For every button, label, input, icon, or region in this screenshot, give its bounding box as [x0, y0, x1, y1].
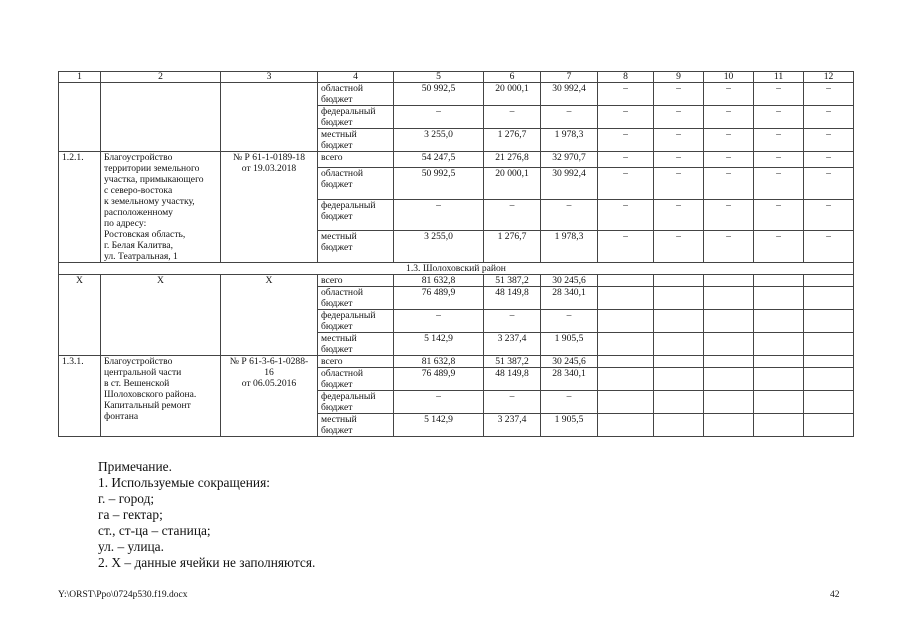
- value-cell: [804, 275, 854, 287]
- value-cell: [654, 391, 704, 414]
- column-number: 11: [754, 72, 804, 83]
- value-cell: –: [484, 106, 541, 129]
- value-cell: 51 387,2: [484, 275, 541, 287]
- value-cell: [654, 275, 704, 287]
- table-row: [59, 72, 854, 83]
- budget-label: местный бюджет: [318, 333, 394, 356]
- budget-label: областной бюджет: [318, 287, 394, 310]
- value-cell: –: [598, 152, 654, 168]
- budget-label: федеральный бюджет: [318, 199, 394, 231]
- footer-file-path: Y:\ORST\Ppo\0724p530.f19.docx: [58, 590, 188, 600]
- value-cell: [598, 356, 654, 368]
- table-row: [59, 275, 854, 287]
- value-cell: 30 992,4: [541, 168, 598, 200]
- column-number: 6: [484, 72, 541, 83]
- row-number-cell: 1.2.1.: [59, 152, 101, 263]
- code-cell: № Р 61-3-6-1-0288- 16 от 06.05.2016: [221, 356, 318, 437]
- value-cell: 30 992,4: [541, 83, 598, 106]
- value-cell: 3 255,0: [394, 231, 484, 263]
- value-cell: 5 142,9: [394, 414, 484, 437]
- budget-label: областной бюджет: [318, 368, 394, 391]
- column-number: 2: [101, 72, 221, 83]
- page-number: 42: [830, 590, 840, 600]
- note-line: 2. Х – данные ячейки не заполняются.: [98, 555, 316, 570]
- value-cell: [598, 333, 654, 356]
- value-cell: –: [754, 231, 804, 263]
- value-cell: [754, 368, 804, 391]
- value-cell: –: [484, 391, 541, 414]
- table-row: [59, 263, 854, 275]
- column-number: 10: [704, 72, 754, 83]
- budget-label: федеральный бюджет: [318, 106, 394, 129]
- value-cell: –: [394, 106, 484, 129]
- value-cell: 76 489,9: [394, 287, 484, 310]
- value-cell: –: [754, 83, 804, 106]
- column-number: 4: [318, 72, 394, 83]
- value-cell: –: [654, 129, 704, 152]
- budget-label: местный бюджет: [318, 231, 394, 263]
- value-cell: –: [598, 129, 654, 152]
- table-row: [59, 83, 854, 106]
- column-number: 12: [804, 72, 854, 83]
- value-cell: –: [654, 199, 704, 231]
- budget-label: всего: [318, 275, 394, 287]
- note-line: ст., ст-ца – станица;: [98, 523, 211, 538]
- budget-label: местный бюджет: [318, 414, 394, 437]
- value-cell: –: [598, 168, 654, 200]
- value-cell: 28 340,1: [541, 287, 598, 310]
- description-cell: Благоустройство центральной части в ст. Вешенской Шолоховского района. Капитальный ремонт фонтана: [101, 356, 221, 437]
- value-cell: –: [804, 199, 854, 231]
- value-cell: [598, 368, 654, 391]
- value-cell: –: [754, 152, 804, 168]
- value-cell: [754, 391, 804, 414]
- value-cell: [754, 287, 804, 310]
- value-cell: –: [804, 106, 854, 129]
- budget-label: федеральный бюджет: [318, 310, 394, 333]
- value-cell: [598, 414, 654, 437]
- value-cell: 51 387,2: [484, 356, 541, 368]
- budget-label: областной бюджет: [318, 168, 394, 200]
- value-cell: –: [754, 106, 804, 129]
- value-cell: 3 255,0: [394, 129, 484, 152]
- value-cell: [654, 333, 704, 356]
- value-cell: [754, 310, 804, 333]
- x-cell: Х: [59, 275, 101, 356]
- value-cell: –: [754, 199, 804, 231]
- value-cell: –: [484, 310, 541, 333]
- budget-label: федеральный бюджет: [318, 391, 394, 414]
- row-number-cell: [59, 83, 101, 152]
- value-cell: 20 000,1: [484, 168, 541, 200]
- value-cell: –: [804, 129, 854, 152]
- value-cell: [804, 356, 854, 368]
- note-line: га – гектар;: [98, 507, 163, 522]
- note-line: Примечание.: [98, 459, 172, 474]
- budget-table: [58, 71, 854, 437]
- column-number: 1: [59, 72, 101, 83]
- value-cell: 1 276,7: [484, 129, 541, 152]
- value-cell: [654, 414, 704, 437]
- value-cell: –: [394, 199, 484, 231]
- code-cell: [221, 83, 318, 152]
- value-cell: –: [704, 168, 754, 200]
- table-row: [59, 152, 854, 168]
- value-cell: 1 276,7: [484, 231, 541, 263]
- column-number: 3: [221, 72, 318, 83]
- value-cell: 48 149,8: [484, 287, 541, 310]
- row-number-cell: 1.3.1.: [59, 356, 101, 437]
- value-cell: [704, 368, 754, 391]
- value-cell: –: [598, 83, 654, 106]
- value-cell: 1 905,5: [541, 333, 598, 356]
- value-cell: [654, 368, 704, 391]
- value-cell: 50 992,5: [394, 83, 484, 106]
- value-cell: –: [541, 310, 598, 333]
- value-cell: [598, 310, 654, 333]
- value-cell: 20 000,1: [484, 83, 541, 106]
- code-cell: № Р 61-1-0189-18 от 19.03.2018: [221, 152, 318, 263]
- value-cell: 3 237,4: [484, 414, 541, 437]
- value-cell: –: [654, 231, 704, 263]
- column-number: 5: [394, 72, 484, 83]
- value-cell: –: [541, 391, 598, 414]
- table-row: [59, 356, 854, 368]
- value-cell: –: [394, 310, 484, 333]
- budget-label: местный бюджет: [318, 129, 394, 152]
- value-cell: 54 247,5: [394, 152, 484, 168]
- value-cell: [754, 356, 804, 368]
- value-cell: –: [704, 129, 754, 152]
- column-number: 7: [541, 72, 598, 83]
- value-cell: [704, 391, 754, 414]
- value-cell: 48 149,8: [484, 368, 541, 391]
- value-cell: [704, 275, 754, 287]
- value-cell: [654, 310, 704, 333]
- value-cell: –: [541, 106, 598, 129]
- column-number: 9: [654, 72, 704, 83]
- value-cell: –: [541, 199, 598, 231]
- note-line: г. – город;: [98, 491, 155, 506]
- value-cell: 1 978,3: [541, 231, 598, 263]
- value-cell: –: [654, 152, 704, 168]
- value-cell: –: [654, 168, 704, 200]
- value-cell: –: [598, 231, 654, 263]
- value-cell: –: [704, 106, 754, 129]
- value-cell: –: [754, 129, 804, 152]
- value-cell: [754, 275, 804, 287]
- x-cell: Х: [221, 275, 318, 356]
- value-cell: –: [704, 199, 754, 231]
- value-cell: –: [598, 199, 654, 231]
- value-cell: [804, 391, 854, 414]
- value-cell: [654, 356, 704, 368]
- value-cell: 50 992,5: [394, 168, 484, 200]
- column-number: 8: [598, 72, 654, 83]
- value-cell: [704, 333, 754, 356]
- value-cell: –: [704, 83, 754, 106]
- value-cell: –: [804, 83, 854, 106]
- value-cell: 81 632,8: [394, 356, 484, 368]
- value-cell: [704, 310, 754, 333]
- value-cell: [704, 414, 754, 437]
- value-cell: 30 245,6: [541, 275, 598, 287]
- description-cell: [101, 83, 221, 152]
- value-cell: –: [484, 199, 541, 231]
- value-cell: [804, 287, 854, 310]
- value-cell: 1 978,3: [541, 129, 598, 152]
- value-cell: –: [654, 106, 704, 129]
- value-cell: [804, 310, 854, 333]
- value-cell: [704, 356, 754, 368]
- note-line: 1. Используемые сокращения:: [98, 475, 270, 490]
- budget-label: всего: [318, 152, 394, 168]
- budget-label: всего: [318, 356, 394, 368]
- value-cell: [704, 287, 754, 310]
- value-cell: –: [804, 152, 854, 168]
- value-cell: 3 237,4: [484, 333, 541, 356]
- value-cell: –: [654, 83, 704, 106]
- value-cell: [598, 275, 654, 287]
- note-line: ул. – улица.: [98, 539, 164, 554]
- value-cell: –: [804, 168, 854, 200]
- value-cell: [754, 333, 804, 356]
- value-cell: 28 340,1: [541, 368, 598, 391]
- value-cell: 1 905,5: [541, 414, 598, 437]
- value-cell: –: [704, 231, 754, 263]
- value-cell: –: [704, 152, 754, 168]
- value-cell: –: [394, 391, 484, 414]
- value-cell: 32 970,7: [541, 152, 598, 168]
- value-cell: 5 142,9: [394, 333, 484, 356]
- budget-label: областной бюджет: [318, 83, 394, 106]
- notes-block: [98, 459, 315, 571]
- value-cell: [654, 287, 704, 310]
- value-cell: [804, 414, 854, 437]
- description-cell: Благоустройство территории земельного участка, примыкающего с северо-востока к земельному участку, расположенному по адресу: Ростовская область, г. Белая Калитва, ул. Театральная, 1: [101, 152, 221, 263]
- value-cell: 21 276,8: [484, 152, 541, 168]
- value-cell: 81 632,8: [394, 275, 484, 287]
- value-cell: –: [804, 231, 854, 263]
- value-cell: [804, 333, 854, 356]
- value-cell: 76 489,9: [394, 368, 484, 391]
- value-cell: –: [598, 106, 654, 129]
- value-cell: [598, 391, 654, 414]
- section-heading: 1.3. Шолоховский район: [59, 263, 854, 275]
- x-cell: Х: [101, 275, 221, 356]
- value-cell: [598, 287, 654, 310]
- value-cell: 30 245,6: [541, 356, 598, 368]
- value-cell: [754, 414, 804, 437]
- value-cell: –: [754, 168, 804, 200]
- value-cell: [804, 368, 854, 391]
